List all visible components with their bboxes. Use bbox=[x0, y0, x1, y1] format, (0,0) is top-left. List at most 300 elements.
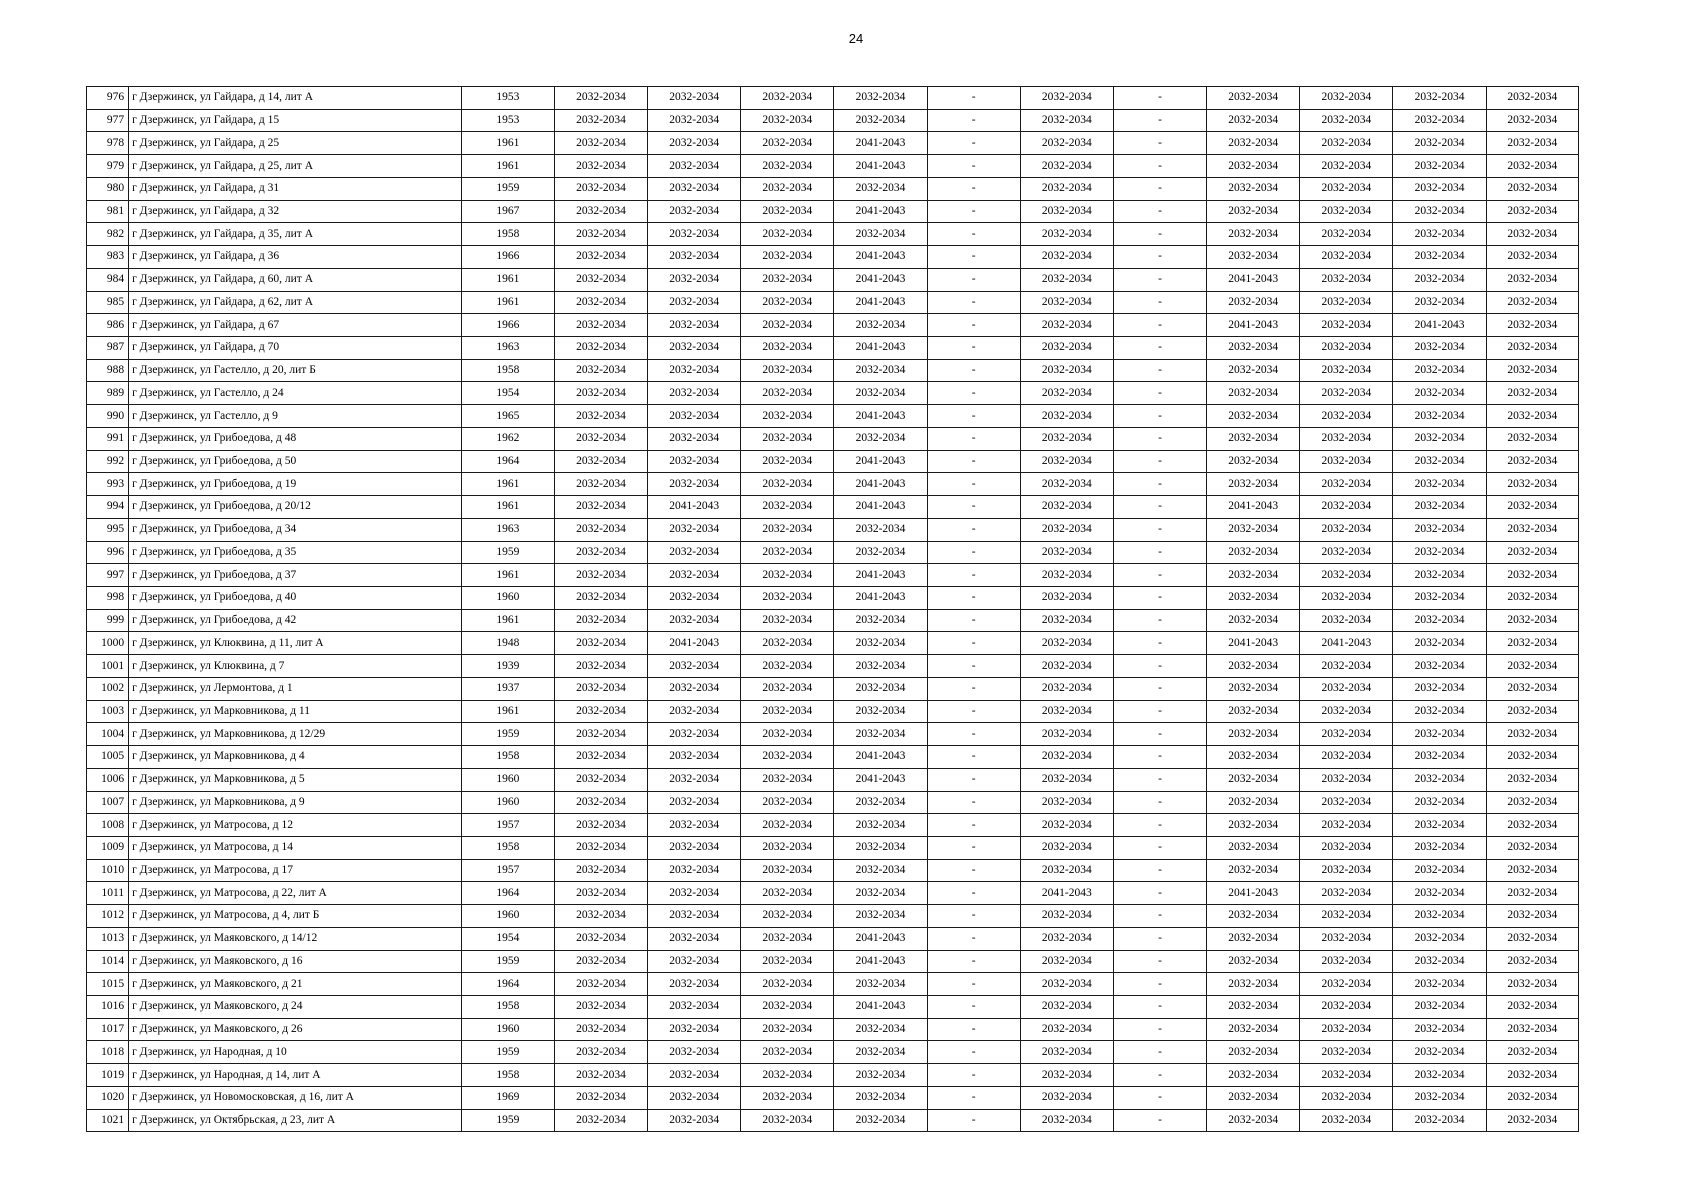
address-cell: г Дзержинск, ул Гайдара, д 25, лит А bbox=[129, 155, 462, 178]
work-period-cell-9: 2032-2034 bbox=[1300, 1109, 1393, 1132]
work-period-cell-5: - bbox=[927, 200, 1020, 223]
work-period-cell-5: - bbox=[927, 87, 1020, 110]
table-row bbox=[87, 450, 1579, 473]
work-period-cell-4: 2032-2034 bbox=[834, 427, 927, 450]
work-period-cell-10: 2032-2034 bbox=[1393, 1018, 1486, 1041]
work-period-cell-5: - bbox=[927, 587, 1020, 610]
work-period-cell-3: 2032-2034 bbox=[741, 859, 834, 882]
table-row bbox=[87, 1064, 1579, 1087]
work-period-cell-4: 2032-2034 bbox=[834, 382, 927, 405]
work-period-cell-9: 2041-2043 bbox=[1300, 632, 1393, 655]
work-period-cell-11: 2032-2034 bbox=[1486, 927, 1578, 950]
work-period-cell-3: 2032-2034 bbox=[741, 836, 834, 859]
work-period-cell-2: 2032-2034 bbox=[648, 200, 741, 223]
work-period-cell-10: 2041-2043 bbox=[1393, 314, 1486, 337]
work-period-cell-10: 2032-2034 bbox=[1393, 950, 1486, 973]
table-row bbox=[87, 268, 1579, 291]
work-period-cell-2: 2032-2034 bbox=[648, 1109, 741, 1132]
row-number-cell: 984 bbox=[87, 268, 129, 291]
table-row bbox=[87, 1018, 1579, 1041]
work-period-cell-10: 2032-2034 bbox=[1393, 587, 1486, 610]
work-period-cell-9: 2032-2034 bbox=[1300, 427, 1393, 450]
work-period-cell-4: 2041-2043 bbox=[834, 132, 927, 155]
year-built-cell: 1957 bbox=[461, 814, 554, 837]
row-number-cell: 1018 bbox=[87, 1041, 129, 1064]
year-built-cell: 1959 bbox=[461, 541, 554, 564]
work-period-cell-9: 2032-2034 bbox=[1300, 927, 1393, 950]
work-period-cell-11: 2032-2034 bbox=[1486, 905, 1578, 928]
address-cell: г Дзержинск, ул Грибоедова, д 35 bbox=[129, 541, 462, 564]
work-period-cell-11: 2032-2034 bbox=[1486, 518, 1578, 541]
work-period-cell-3: 2032-2034 bbox=[741, 155, 834, 178]
work-period-cell-10: 2032-2034 bbox=[1393, 700, 1486, 723]
row-number-cell: 1021 bbox=[87, 1109, 129, 1132]
address-cell: г Дзержинск, ул Маяковского, д 21 bbox=[129, 973, 462, 996]
work-period-cell-6: 2032-2034 bbox=[1020, 109, 1113, 132]
address-cell: г Дзержинск, ул Матросова, д 22, лит А bbox=[129, 882, 462, 905]
work-period-cell-4: 2032-2034 bbox=[834, 87, 927, 110]
work-period-cell-7: - bbox=[1113, 155, 1206, 178]
work-period-cell-9: 2032-2034 bbox=[1300, 268, 1393, 291]
work-period-cell-6: 2032-2034 bbox=[1020, 496, 1113, 519]
work-period-cell-5: - bbox=[927, 859, 1020, 882]
row-number-cell: 981 bbox=[87, 200, 129, 223]
work-period-cell-3: 2032-2034 bbox=[741, 518, 834, 541]
table-row bbox=[87, 541, 1579, 564]
work-period-cell-11: 2032-2034 bbox=[1486, 632, 1578, 655]
work-period-cell-2: 2032-2034 bbox=[648, 382, 741, 405]
work-period-cell-11: 2032-2034 bbox=[1486, 473, 1578, 496]
work-period-cell-9: 2032-2034 bbox=[1300, 473, 1393, 496]
row-number-cell: 1006 bbox=[87, 768, 129, 791]
work-period-cell-4: 2041-2043 bbox=[834, 200, 927, 223]
work-period-cell-9: 2032-2034 bbox=[1300, 541, 1393, 564]
table-row bbox=[87, 700, 1579, 723]
work-period-cell-5: - bbox=[927, 496, 1020, 519]
work-period-cell-8: 2032-2034 bbox=[1207, 177, 1300, 200]
work-period-cell-6: 2032-2034 bbox=[1020, 177, 1113, 200]
work-period-cell-1: 2032-2034 bbox=[554, 1041, 647, 1064]
work-period-cell-2: 2032-2034 bbox=[648, 427, 741, 450]
work-period-cell-10: 2032-2034 bbox=[1393, 405, 1486, 428]
work-period-cell-6: 2032-2034 bbox=[1020, 405, 1113, 428]
work-period-cell-9: 2032-2034 bbox=[1300, 677, 1393, 700]
row-number-cell: 976 bbox=[87, 87, 129, 110]
work-period-cell-1: 2032-2034 bbox=[554, 1086, 647, 1109]
work-period-cell-4: 2032-2034 bbox=[834, 518, 927, 541]
work-period-cell-9: 2032-2034 bbox=[1300, 1041, 1393, 1064]
row-number-cell: 997 bbox=[87, 564, 129, 587]
year-built-cell: 1953 bbox=[461, 87, 554, 110]
work-period-cell-2: 2032-2034 bbox=[648, 223, 741, 246]
work-period-cell-3: 2032-2034 bbox=[741, 1086, 834, 1109]
work-period-cell-7: - bbox=[1113, 109, 1206, 132]
table-row bbox=[87, 246, 1579, 269]
work-period-cell-8: 2032-2034 bbox=[1207, 246, 1300, 269]
work-period-cell-9: 2032-2034 bbox=[1300, 905, 1393, 928]
work-period-cell-6: 2032-2034 bbox=[1020, 132, 1113, 155]
work-period-cell-10: 2032-2034 bbox=[1393, 927, 1486, 950]
work-period-cell-4: 2032-2034 bbox=[834, 882, 927, 905]
work-period-cell-4: 2032-2034 bbox=[834, 609, 927, 632]
work-period-cell-1: 2032-2034 bbox=[554, 1109, 647, 1132]
work-period-cell-6: 2041-2043 bbox=[1020, 882, 1113, 905]
table-row bbox=[87, 1086, 1579, 1109]
work-period-cell-3: 2032-2034 bbox=[741, 632, 834, 655]
work-period-cell-9: 2032-2034 bbox=[1300, 450, 1393, 473]
address-cell: г Дзержинск, ул Гайдара, д 32 bbox=[129, 200, 462, 223]
work-period-cell-10: 2032-2034 bbox=[1393, 655, 1486, 678]
work-period-cell-3: 2032-2034 bbox=[741, 587, 834, 610]
work-period-cell-2: 2041-2043 bbox=[648, 496, 741, 519]
work-period-cell-6: 2032-2034 bbox=[1020, 927, 1113, 950]
row-number-cell: 982 bbox=[87, 223, 129, 246]
work-period-cell-5: - bbox=[927, 836, 1020, 859]
work-period-cell-7: - bbox=[1113, 541, 1206, 564]
work-period-cell-5: - bbox=[927, 996, 1020, 1019]
table-row bbox=[87, 791, 1579, 814]
work-period-cell-6: 2032-2034 bbox=[1020, 859, 1113, 882]
work-period-cell-1: 2032-2034 bbox=[554, 155, 647, 178]
work-period-cell-11: 2032-2034 bbox=[1486, 1109, 1578, 1132]
work-period-cell-10: 2032-2034 bbox=[1393, 564, 1486, 587]
work-period-cell-7: - bbox=[1113, 746, 1206, 769]
work-period-cell-3: 2032-2034 bbox=[741, 314, 834, 337]
work-period-cell-9: 2032-2034 bbox=[1300, 768, 1393, 791]
year-built-cell: 1959 bbox=[461, 1041, 554, 1064]
table-row bbox=[87, 382, 1579, 405]
work-period-cell-7: - bbox=[1113, 1018, 1206, 1041]
work-period-cell-7: - bbox=[1113, 200, 1206, 223]
work-period-cell-6: 2032-2034 bbox=[1020, 223, 1113, 246]
work-period-cell-11: 2032-2034 bbox=[1486, 746, 1578, 769]
work-period-cell-6: 2032-2034 bbox=[1020, 814, 1113, 837]
work-period-cell-7: - bbox=[1113, 405, 1206, 428]
work-period-cell-9: 2032-2034 bbox=[1300, 314, 1393, 337]
work-period-cell-3: 2032-2034 bbox=[741, 655, 834, 678]
work-period-cell-11: 2032-2034 bbox=[1486, 1041, 1578, 1064]
work-period-cell-5: - bbox=[927, 427, 1020, 450]
address-cell: г Дзержинск, ул Матросова, д 14 bbox=[129, 836, 462, 859]
work-period-cell-7: - bbox=[1113, 87, 1206, 110]
work-period-cell-5: - bbox=[927, 1041, 1020, 1064]
work-period-cell-9: 2032-2034 bbox=[1300, 746, 1393, 769]
work-period-cell-8: 2032-2034 bbox=[1207, 746, 1300, 769]
work-period-cell-5: - bbox=[927, 677, 1020, 700]
year-built-cell: 1965 bbox=[461, 405, 554, 428]
work-period-cell-1: 2032-2034 bbox=[554, 814, 647, 837]
year-built-cell: 1961 bbox=[461, 473, 554, 496]
work-period-cell-1: 2032-2034 bbox=[554, 450, 647, 473]
year-built-cell: 1961 bbox=[461, 609, 554, 632]
work-period-cell-9: 2032-2034 bbox=[1300, 973, 1393, 996]
row-number-cell: 1010 bbox=[87, 859, 129, 882]
work-period-cell-1: 2032-2034 bbox=[554, 882, 647, 905]
work-period-cell-9: 2032-2034 bbox=[1300, 859, 1393, 882]
work-period-cell-9: 2032-2034 bbox=[1300, 1064, 1393, 1087]
year-built-cell: 1966 bbox=[461, 246, 554, 269]
work-period-cell-8: 2032-2034 bbox=[1207, 518, 1300, 541]
address-cell: г Дзержинск, ул Марковникова, д 5 bbox=[129, 768, 462, 791]
work-period-cell-1: 2032-2034 bbox=[554, 677, 647, 700]
work-period-cell-6: 2032-2034 bbox=[1020, 768, 1113, 791]
row-number-cell: 1003 bbox=[87, 700, 129, 723]
row-number-cell: 987 bbox=[87, 337, 129, 360]
work-period-cell-11: 2032-2034 bbox=[1486, 200, 1578, 223]
address-cell: г Дзержинск, ул Грибоедова, д 20/12 bbox=[129, 496, 462, 519]
work-period-cell-1: 2032-2034 bbox=[554, 177, 647, 200]
row-number-cell: 986 bbox=[87, 314, 129, 337]
work-period-cell-9: 2032-2034 bbox=[1300, 496, 1393, 519]
work-period-cell-5: - bbox=[927, 973, 1020, 996]
work-period-cell-3: 2032-2034 bbox=[741, 473, 834, 496]
address-cell: г Дзержинск, ул Гастелло, д 9 bbox=[129, 405, 462, 428]
work-period-cell-2: 2032-2034 bbox=[648, 587, 741, 610]
table-row bbox=[87, 87, 1579, 110]
work-period-cell-11: 2032-2034 bbox=[1486, 314, 1578, 337]
work-period-cell-7: - bbox=[1113, 950, 1206, 973]
work-period-cell-10: 2032-2034 bbox=[1393, 632, 1486, 655]
work-period-cell-1: 2032-2034 bbox=[554, 905, 647, 928]
work-period-cell-10: 2032-2034 bbox=[1393, 859, 1486, 882]
work-period-cell-1: 2032-2034 bbox=[554, 337, 647, 360]
work-period-cell-10: 2032-2034 bbox=[1393, 973, 1486, 996]
work-period-cell-5: - bbox=[927, 359, 1020, 382]
table-row bbox=[87, 836, 1579, 859]
work-period-cell-2: 2032-2034 bbox=[648, 405, 741, 428]
work-period-cell-6: 2032-2034 bbox=[1020, 1041, 1113, 1064]
address-cell: г Дзержинск, ул Марковникова, д 4 bbox=[129, 746, 462, 769]
work-period-cell-3: 2032-2034 bbox=[741, 496, 834, 519]
work-period-cell-11: 2032-2034 bbox=[1486, 450, 1578, 473]
work-period-cell-5: - bbox=[927, 632, 1020, 655]
year-built-cell: 1960 bbox=[461, 768, 554, 791]
work-period-cell-7: - bbox=[1113, 655, 1206, 678]
work-period-cell-5: - bbox=[927, 518, 1020, 541]
work-period-cell-8: 2032-2034 bbox=[1207, 291, 1300, 314]
work-period-cell-11: 2032-2034 bbox=[1486, 87, 1578, 110]
work-period-cell-4: 2032-2034 bbox=[834, 791, 927, 814]
work-period-cell-4: 2032-2034 bbox=[834, 814, 927, 837]
table-row bbox=[87, 723, 1579, 746]
work-period-cell-6: 2032-2034 bbox=[1020, 473, 1113, 496]
work-period-cell-7: - bbox=[1113, 382, 1206, 405]
work-period-cell-1: 2032-2034 bbox=[554, 268, 647, 291]
row-number-cell: 983 bbox=[87, 246, 129, 269]
year-built-cell: 1963 bbox=[461, 518, 554, 541]
work-period-cell-10: 2032-2034 bbox=[1393, 223, 1486, 246]
work-period-cell-3: 2032-2034 bbox=[741, 1064, 834, 1087]
work-period-cell-11: 2032-2034 bbox=[1486, 359, 1578, 382]
work-period-cell-10: 2032-2034 bbox=[1393, 427, 1486, 450]
row-number-cell: 1020 bbox=[87, 1086, 129, 1109]
work-period-cell-5: - bbox=[927, 450, 1020, 473]
year-built-cell: 1958 bbox=[461, 1064, 554, 1087]
work-period-cell-10: 2032-2034 bbox=[1393, 473, 1486, 496]
work-period-cell-8: 2032-2034 bbox=[1207, 791, 1300, 814]
work-period-cell-5: - bbox=[927, 746, 1020, 769]
work-period-cell-1: 2032-2034 bbox=[554, 609, 647, 632]
work-period-cell-11: 2032-2034 bbox=[1486, 836, 1578, 859]
address-cell: г Дзержинск, ул Клюквина, д 7 bbox=[129, 655, 462, 678]
work-period-cell-4: 2041-2043 bbox=[834, 405, 927, 428]
table-row bbox=[87, 496, 1579, 519]
work-period-cell-2: 2032-2034 bbox=[648, 768, 741, 791]
address-cell: г Дзержинск, ул Грибоедова, д 19 bbox=[129, 473, 462, 496]
work-period-cell-9: 2032-2034 bbox=[1300, 177, 1393, 200]
work-period-cell-9: 2032-2034 bbox=[1300, 109, 1393, 132]
work-period-cell-2: 2032-2034 bbox=[648, 973, 741, 996]
work-period-cell-3: 2032-2034 bbox=[741, 700, 834, 723]
address-cell: г Дзержинск, ул Гайдара, д 62, лит А bbox=[129, 291, 462, 314]
work-period-cell-8: 2032-2034 bbox=[1207, 87, 1300, 110]
work-period-cell-3: 2032-2034 bbox=[741, 746, 834, 769]
work-period-cell-3: 2032-2034 bbox=[741, 87, 834, 110]
work-period-cell-10: 2032-2034 bbox=[1393, 246, 1486, 269]
year-built-cell: 1957 bbox=[461, 859, 554, 882]
work-period-cell-10: 2032-2034 bbox=[1393, 882, 1486, 905]
row-number-cell: 1004 bbox=[87, 723, 129, 746]
work-period-cell-6: 2032-2034 bbox=[1020, 87, 1113, 110]
work-period-cell-2: 2032-2034 bbox=[648, 905, 741, 928]
row-number-cell: 979 bbox=[87, 155, 129, 178]
work-period-cell-10: 2032-2034 bbox=[1393, 996, 1486, 1019]
row-number-cell: 1013 bbox=[87, 927, 129, 950]
work-period-cell-11: 2032-2034 bbox=[1486, 541, 1578, 564]
work-period-cell-1: 2032-2034 bbox=[554, 518, 647, 541]
address-cell: г Дзержинск, ул Грибоедова, д 40 bbox=[129, 587, 462, 610]
table-row bbox=[87, 337, 1579, 360]
work-period-cell-2: 2041-2043 bbox=[648, 632, 741, 655]
address-cell: г Дзержинск, ул Гайдара, д 35, лит А bbox=[129, 223, 462, 246]
address-cell: г Дзержинск, ул Матросова, д 12 bbox=[129, 814, 462, 837]
table-row bbox=[87, 291, 1579, 314]
work-period-cell-8: 2032-2034 bbox=[1207, 814, 1300, 837]
work-period-cell-5: - bbox=[927, 609, 1020, 632]
work-period-cell-6: 2032-2034 bbox=[1020, 564, 1113, 587]
work-period-cell-10: 2032-2034 bbox=[1393, 268, 1486, 291]
work-period-cell-11: 2032-2034 bbox=[1486, 1086, 1578, 1109]
work-period-cell-5: - bbox=[927, 541, 1020, 564]
work-period-cell-10: 2032-2034 bbox=[1393, 450, 1486, 473]
address-cell: г Дзержинск, ул Грибоедова, д 48 bbox=[129, 427, 462, 450]
work-period-cell-6: 2032-2034 bbox=[1020, 314, 1113, 337]
work-period-cell-10: 2032-2034 bbox=[1393, 905, 1486, 928]
address-cell: г Дзержинск, ул Марковникова, д 12/29 bbox=[129, 723, 462, 746]
work-period-cell-10: 2032-2034 bbox=[1393, 541, 1486, 564]
table-row bbox=[87, 177, 1579, 200]
year-built-cell: 1964 bbox=[461, 450, 554, 473]
work-period-cell-6: 2032-2034 bbox=[1020, 1109, 1113, 1132]
year-built-cell: 1937 bbox=[461, 677, 554, 700]
work-period-cell-2: 2032-2034 bbox=[648, 450, 741, 473]
table-row bbox=[87, 518, 1579, 541]
work-period-cell-4: 2041-2043 bbox=[834, 768, 927, 791]
work-period-cell-11: 2032-2034 bbox=[1486, 1018, 1578, 1041]
table-row bbox=[87, 109, 1579, 132]
work-period-cell-10: 2032-2034 bbox=[1393, 836, 1486, 859]
work-period-cell-9: 2032-2034 bbox=[1300, 700, 1393, 723]
work-period-cell-7: - bbox=[1113, 587, 1206, 610]
work-period-cell-5: - bbox=[927, 791, 1020, 814]
work-period-cell-10: 2032-2034 bbox=[1393, 723, 1486, 746]
work-period-cell-2: 2032-2034 bbox=[648, 155, 741, 178]
work-period-cell-11: 2032-2034 bbox=[1486, 427, 1578, 450]
work-period-cell-1: 2032-2034 bbox=[554, 405, 647, 428]
work-period-cell-9: 2032-2034 bbox=[1300, 200, 1393, 223]
work-period-cell-4: 2041-2043 bbox=[834, 927, 927, 950]
work-period-cell-3: 2032-2034 bbox=[741, 132, 834, 155]
work-period-cell-6: 2032-2034 bbox=[1020, 950, 1113, 973]
work-period-cell-4: 2041-2043 bbox=[834, 268, 927, 291]
work-period-cell-4: 2032-2034 bbox=[834, 905, 927, 928]
work-period-cell-1: 2032-2034 bbox=[554, 314, 647, 337]
work-period-cell-3: 2032-2034 bbox=[741, 973, 834, 996]
address-cell: г Дзержинск, ул Гайдара, д 60, лит А bbox=[129, 268, 462, 291]
work-period-cell-3: 2032-2034 bbox=[741, 223, 834, 246]
work-period-cell-5: - bbox=[927, 177, 1020, 200]
work-period-cell-3: 2032-2034 bbox=[741, 723, 834, 746]
work-period-cell-7: - bbox=[1113, 996, 1206, 1019]
work-period-cell-2: 2032-2034 bbox=[648, 655, 741, 678]
work-period-cell-10: 2032-2034 bbox=[1393, 291, 1486, 314]
work-period-cell-4: 2041-2043 bbox=[834, 337, 927, 360]
work-period-cell-1: 2032-2034 bbox=[554, 1018, 647, 1041]
year-built-cell: 1960 bbox=[461, 791, 554, 814]
work-period-cell-2: 2032-2034 bbox=[648, 609, 741, 632]
table-row bbox=[87, 882, 1579, 905]
work-period-cell-2: 2032-2034 bbox=[648, 927, 741, 950]
row-number-cell: 989 bbox=[87, 382, 129, 405]
table-row bbox=[87, 677, 1579, 700]
work-period-cell-3: 2032-2034 bbox=[741, 791, 834, 814]
work-period-cell-7: - bbox=[1113, 836, 1206, 859]
work-period-cell-2: 2032-2034 bbox=[648, 541, 741, 564]
row-number-cell: 1008 bbox=[87, 814, 129, 837]
table-row bbox=[87, 473, 1579, 496]
work-period-cell-8: 2032-2034 bbox=[1207, 768, 1300, 791]
work-period-cell-11: 2032-2034 bbox=[1486, 996, 1578, 1019]
work-period-cell-4: 2032-2034 bbox=[834, 359, 927, 382]
work-period-cell-11: 2032-2034 bbox=[1486, 564, 1578, 587]
work-period-cell-9: 2032-2034 bbox=[1300, 564, 1393, 587]
work-period-cell-4: 2032-2034 bbox=[834, 1041, 927, 1064]
work-period-cell-5: - bbox=[927, 564, 1020, 587]
work-period-cell-6: 2032-2034 bbox=[1020, 359, 1113, 382]
work-period-cell-1: 2032-2034 bbox=[554, 382, 647, 405]
work-period-cell-7: - bbox=[1113, 1041, 1206, 1064]
work-period-cell-2: 2032-2034 bbox=[648, 314, 741, 337]
work-period-cell-9: 2032-2034 bbox=[1300, 655, 1393, 678]
work-period-cell-5: - bbox=[927, 109, 1020, 132]
work-period-cell-5: - bbox=[927, 927, 1020, 950]
page-number: 24 bbox=[848, 31, 864, 46]
work-period-cell-1: 2032-2034 bbox=[554, 473, 647, 496]
work-period-cell-5: - bbox=[927, 1086, 1020, 1109]
work-period-cell-4: 2032-2034 bbox=[834, 836, 927, 859]
work-period-cell-6: 2032-2034 bbox=[1020, 200, 1113, 223]
work-period-cell-1: 2032-2034 bbox=[554, 768, 647, 791]
work-period-cell-7: - bbox=[1113, 496, 1206, 519]
table-row bbox=[87, 1041, 1579, 1064]
work-period-cell-7: - bbox=[1113, 291, 1206, 314]
table-row bbox=[87, 950, 1579, 973]
work-period-cell-3: 2032-2034 bbox=[741, 359, 834, 382]
table-row bbox=[87, 927, 1579, 950]
year-built-cell: 1959 bbox=[461, 177, 554, 200]
work-period-cell-1: 2032-2034 bbox=[554, 541, 647, 564]
row-number-cell: 990 bbox=[87, 405, 129, 428]
